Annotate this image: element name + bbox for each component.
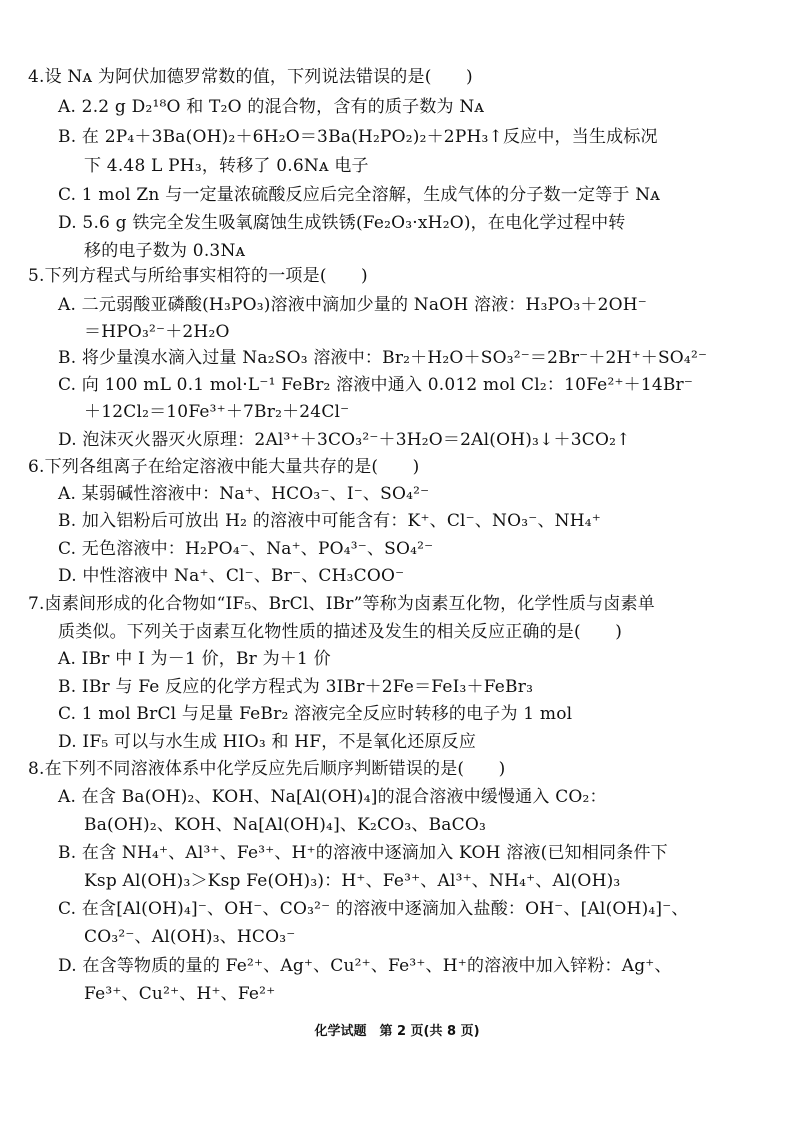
question-5-option-c: C. 向 100 mL 0.1 mol·L⁻¹ FeBr₂ 溶液中通入 0.012 mol Cl₂：10Fe²⁺＋14Br⁻ bbox=[58, 375, 694, 395]
question-8-option-c-cont: CO₃²⁻、Al(OH)₃、HCO₃⁻ bbox=[84, 927, 296, 947]
question-8-option-b-cont: Ksp Al(OH)₃＞Ksp Fe(OH)₃)：H⁺、Fe³⁺、Al³⁺、NH₄⁺、Al(OH)₃ bbox=[84, 871, 621, 891]
question-4-option-a: A. 2.2 g D₂¹⁸O 和 T₂O 的混合物，含有的质子数为 Nᴀ bbox=[58, 97, 485, 117]
question-8-option-d: D. 在含等物质的量的 Fe²⁺、Ag⁺、Cu²⁺、Fe³⁺、H⁺的溶液中加入锌粉：Ag⁺、 bbox=[58, 956, 672, 976]
question-7-option-a: A. IBr 中 I 为－1 价，Br 为＋1 价 bbox=[58, 649, 331, 669]
question-8-option-c: C. 在含[Al(OH)₄]⁻、OH⁻、CO₃²⁻ 的溶液中逐滴加入盐酸：OH⁻、[Al(OH)₄]⁻、 bbox=[58, 899, 689, 919]
question-4-option-d: D. 5.6 g 铁完全发生吸氧腐蚀生成铁锈(Fe₂O₃·xH₂O)，在电化学过程中转 bbox=[58, 213, 626, 233]
question-5-stem: 5.下列方程式与所给事实相符的一项是( ) bbox=[28, 266, 368, 286]
question-6-option-a: A. 某弱碱性溶液中：Na⁺、HCO₃⁻、I⁻、SO₄²⁻ bbox=[58, 484, 430, 504]
question-4-option-c: C. 1 mol Zn 与一定量浓硫酸反应后完全溶解，生成气体的分子数一定等于 Nᴀ bbox=[58, 185, 661, 205]
question-6-option-b: B. 加入铝粉后可放出 H₂ 的溶液中可能含有：K⁺、Cl⁻、NO₃⁻、NH₄⁺ bbox=[58, 511, 601, 531]
question-7-option-c: C. 1 mol BrCl 与足量 FeBr₂ 溶液完全反应时转移的电子为 1 mol bbox=[58, 704, 573, 724]
question-6-option-d: D. 中性溶液中 Na⁺、Cl⁻、Br⁻、CH₃COO⁻ bbox=[58, 566, 405, 586]
question-4-stem: 4.设 Nᴀ 为阿伏加德罗常数的值，下列说法错误的是( ) bbox=[28, 67, 473, 87]
question-7-option-d: D. IF₅ 可以与水生成 HIO₃ 和 HF，不是氧化还原反应 bbox=[58, 732, 477, 752]
question-5-option-a-cont: ＝HPO₃²⁻＋2H₂O bbox=[84, 322, 230, 342]
question-4-option-b-cont: 下 4.48 L PH₃，转移了 0.6Nᴀ 电子 bbox=[84, 156, 369, 176]
question-5-option-a: A. 二元弱酸亚磷酸(H₃PO₃)溶液中滴加少量的 NaOH 溶液：H₃PO₃＋2OH⁻ bbox=[58, 295, 647, 315]
question-7-stem: 7.卤素间形成的化合物如“IF₅、BrCl、IBr”等称为卤素互化物，化学性质与卤素单 bbox=[28, 594, 655, 614]
question-5-option-b: B. 将少量溴水滴入过量 Na₂SO₃ 溶液中：Br₂＋H₂O＋SO₃²⁻＝2Br⁻＋2H⁺＋SO₄²⁻ bbox=[58, 348, 708, 368]
question-6-option-c: C. 无色溶液中：H₂PO₄⁻、Na⁺、PO₄³⁻、SO₄²⁻ bbox=[58, 539, 434, 559]
page-footer: 化学试题 第 2 页(共 8 页) bbox=[314, 1024, 480, 1039]
question-6-stem: 6.下列各组离子在给定溶液中能大量共存的是( ) bbox=[28, 457, 420, 477]
question-5-option-d: D. 泡沫灭火器灭火原理：2Al³⁺＋3CO₃²⁻＋3H₂O＝2Al(OH)₃↓＋3CO₂↑ bbox=[58, 430, 631, 450]
question-8-option-d-cont: Fe³⁺、Cu²⁺、H⁺、Fe²⁺ bbox=[84, 984, 276, 1004]
question-4-option-d-cont: 移的电子数为 0.3Nᴀ bbox=[84, 241, 246, 261]
question-8-stem: 8.在下列不同溶液体系中化学反应先后顺序判断错误的是( ) bbox=[28, 759, 506, 779]
question-4-option-b: B. 在 2P₄＋3Ba(OH)₂＋6H₂O＝3Ba(H₂PO₂)₂＋2PH₃↑反应中，当生成标况 bbox=[58, 127, 658, 147]
question-7-stem-cont: 质类似。下列关于卤素互化物性质的描述及发生的相关反应正确的是( ) bbox=[58, 622, 623, 642]
question-7-option-b: B. IBr 与 Fe 反应的化学方程式为 3IBr＋2Fe＝FeI₃＋FeBr₃ bbox=[58, 677, 534, 697]
question-8-option-a: A. 在含 Ba(OH)₂、KOH、Na[Al(OH)₄]的混合溶液中缓慢通入 CO₂： bbox=[58, 787, 607, 807]
question-8-option-b: B. 在含 NH₄⁺、Al³⁺、Fe³⁺、H⁺的溶液中逐滴加入 KOH 溶液(已知相同条件下 bbox=[58, 843, 668, 863]
question-5-option-c-cont: ＋12Cl₂＝10Fe³⁺＋7Br₂＋24Cl⁻ bbox=[84, 402, 350, 422]
question-8-option-a-cont: Ba(OH)₂、KOH、Na[Al(OH)₄]、K₂CO₃、BaCO₃ bbox=[84, 815, 486, 835]
